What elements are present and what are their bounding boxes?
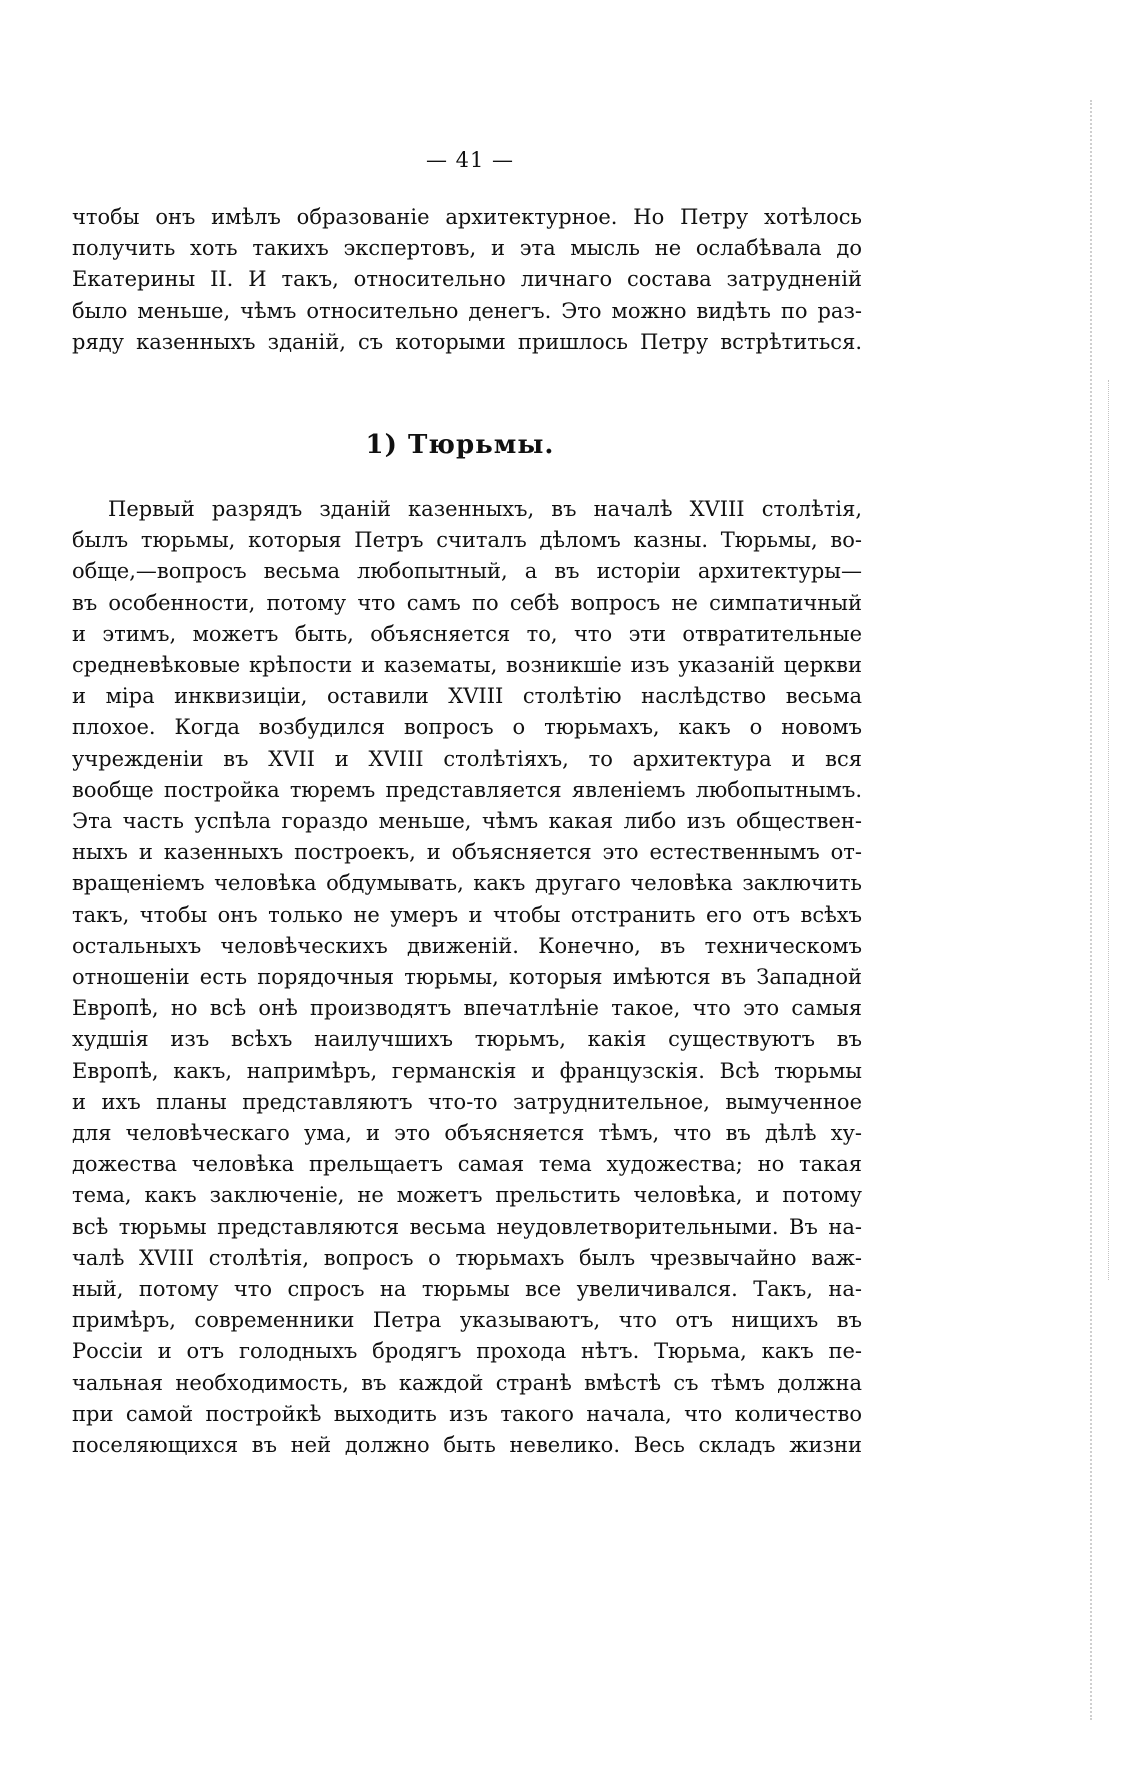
- text-line: средневѣковые крѣпости и казематы, возникшіе изъ указаній церкви: [72, 653, 862, 678]
- text-line: плохое. Когда возбудился вопросъ о тюрьмахъ, какъ о новомъ: [72, 715, 862, 740]
- text-line: для человѣческаго ума, и это объясняется тѣмъ, что въ дѣлѣ ху-: [72, 1121, 862, 1146]
- text-line: вообще постройка тюремъ представляется явленіемъ любопытнымъ.: [72, 777, 862, 802]
- text-line: учрежденіи въ XVII и XVIII столѣтіяхъ, то архитектура и вся: [72, 746, 862, 771]
- text-line: чальная необходимость, въ каждой странѣ вмѣстѣ съ тѣмъ должна: [72, 1370, 862, 1395]
- text-line: чтобы онъ имѣлъ образованіе архитектурное. Но Петру хотѣлось: [72, 205, 862, 229]
- text-line: отношеніи есть порядочныя тюрьмы, которыя имѣются въ Западной: [72, 965, 862, 990]
- text-line: ряду казенныхъ зданій, съ которыми пришлось Петру встрѣтиться.: [72, 329, 862, 354]
- text-line: получить хоть такихъ экспертовъ, и эта мысль не ослабѣвала до: [72, 236, 862, 261]
- text-line: и ихъ планы представляютъ что-то затруднительное, вымученное: [72, 1089, 862, 1114]
- text-line: Первый разрядъ зданій казенныхъ, въ началѣ XVIII столѣтія,: [108, 497, 862, 521]
- text-line: Европѣ, но всѣ онѣ производятъ впечатлѣніе такое, что это самыя: [72, 996, 862, 1021]
- body-paragraph: [72, 494, 862, 1461]
- text-line: и міра инквизиціи, оставили XVIII столѣтію наслѣдство весьма: [72, 684, 862, 709]
- text-line: тема, какъ заключеніе, не можетъ прельстить человѣка, и потому: [72, 1183, 862, 1208]
- text-line: при самой постройкѣ выходить изъ такого начала, что количество: [72, 1401, 862, 1426]
- text-line: вращеніемъ человѣка обдумывать, какъ другаго человѣка заключить: [72, 871, 862, 896]
- text-line: такъ, чтобы онъ только не умеръ и чтобы отстранить его отъ всѣхъ: [72, 902, 862, 927]
- text-line: было меньше, чѣмъ относительно денегъ. Это можно видѣть по раз-: [72, 298, 862, 323]
- intro-paragraph: [72, 202, 862, 358]
- text-line: остальныхъ человѣческихъ движеній. Конечно, въ техническомъ: [72, 933, 862, 958]
- text-line: Эта часть успѣла гораздо меньше, чѣмъ какая либо изъ обществен-: [72, 809, 862, 834]
- text-line: дожества человѣка прельщаетъ самая тема художества; но такая: [72, 1152, 862, 1177]
- text-line: чалѣ XVIII столѣтія, вопросъ о тюрьмахъ былъ чрезвычайно важ-: [72, 1245, 862, 1270]
- text-line: примѣръ, современники Петра указываютъ, что отъ нищихъ въ: [72, 1308, 862, 1333]
- page-number: — 41 —: [425, 148, 515, 172]
- text-line: Екатерины II. И такъ, относительно личнаго состава затрудненій: [72, 267, 862, 292]
- section-heading: 1) Тюрьмы.: [365, 430, 555, 460]
- text-line: всѣ тюрьмы представляются весьма неудовлетворительными. Въ на-: [72, 1214, 862, 1239]
- text-line: поселяющихся въ ней должно быть невелико. Весь складъ жизни: [72, 1433, 862, 1458]
- text-line: былъ тюрьмы, которыя Петръ считалъ дѣломъ казны. Тюрьмы, во-: [72, 528, 862, 553]
- text-line: и этимъ, можетъ быть, объясняется то, что эти отвратительные: [72, 621, 862, 646]
- text-line: Россіи и отъ голодныхъ бродягъ прохода нѣтъ. Тюрьма, какъ пе-: [72, 1339, 862, 1364]
- text-line: худшія изъ всѣхъ наилучшихъ тюрьмъ, какія существуютъ въ: [72, 1027, 862, 1052]
- text-line: обще,—вопросъ весьма любопытный, а въ исторіи архитектуры—: [72, 559, 862, 584]
- text-line: въ особенности, потому что самъ по себѣ вопросъ не симпатичный: [72, 590, 862, 615]
- scan-edge-artifact: [1090, 100, 1094, 1720]
- text-line: Европѣ, какъ, напримѣръ, германскія и французскія. Всѣ тюрьмы: [72, 1058, 862, 1083]
- text-line: ныхъ и казенныхъ построекъ, и объясняется это естественнымъ от-: [72, 840, 862, 865]
- text-line: ный, потому что спросъ на тюрьмы все увеличивался. Такъ, на-: [72, 1277, 862, 1302]
- scan-edge-artifact: [1108, 380, 1111, 1280]
